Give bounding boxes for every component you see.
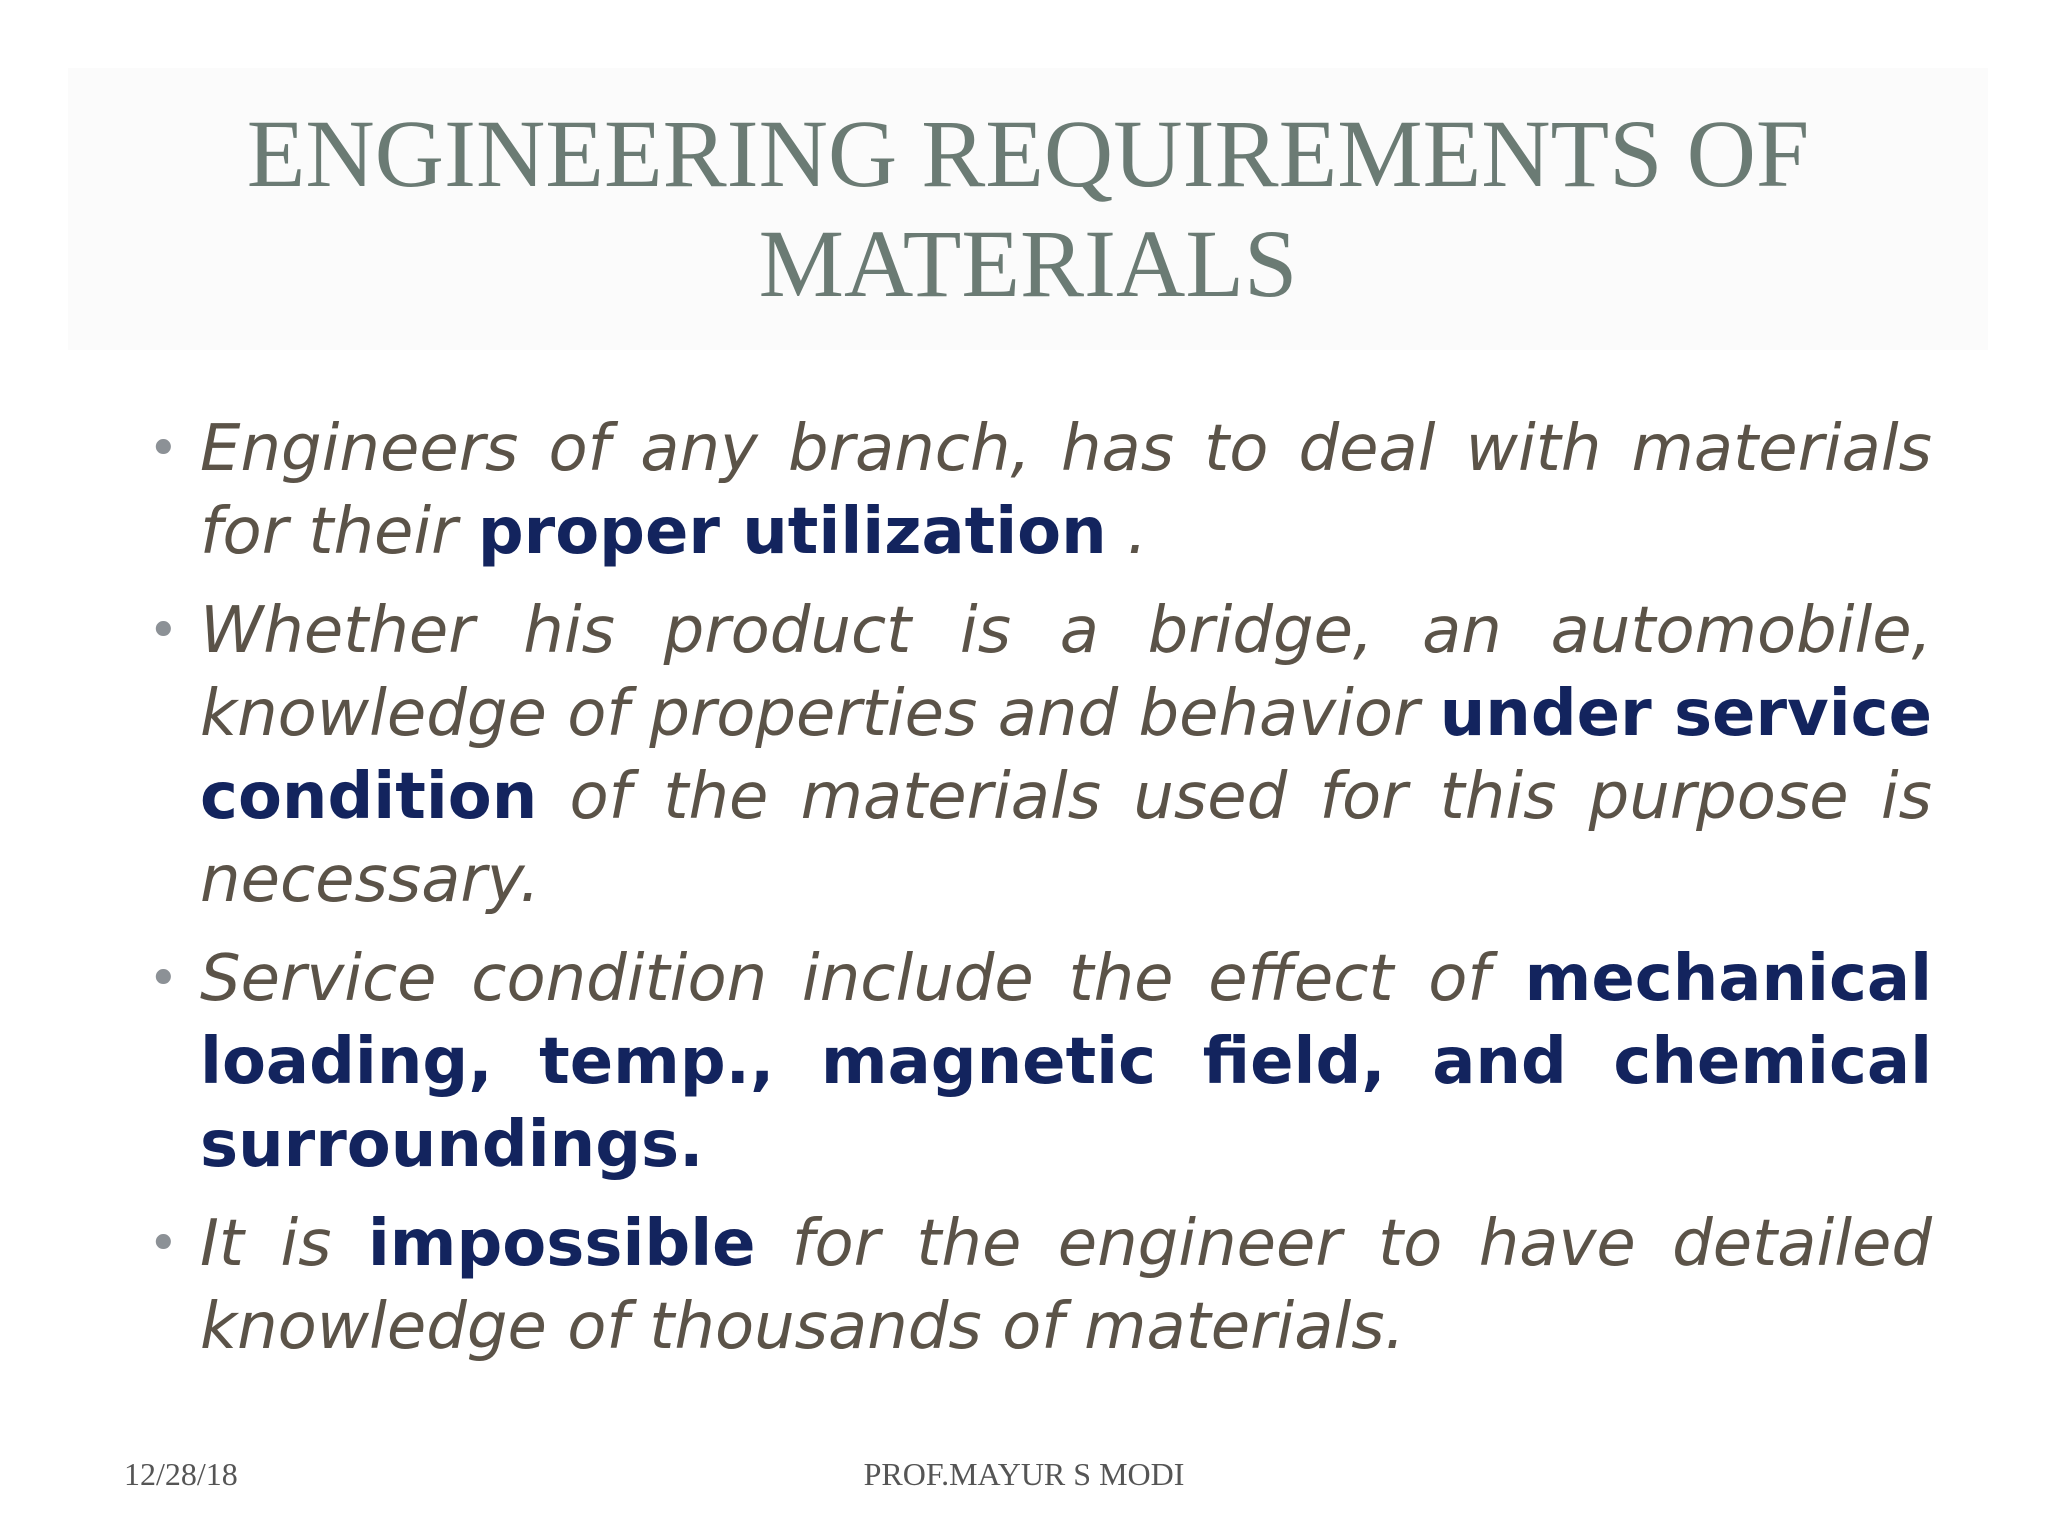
bullet-item-1: [200, 408, 1932, 574]
slide-title-line-2: MATERIALS: [758, 210, 1298, 317]
bullet-emphasis: under service condition: [200, 677, 1933, 834]
bullet-text: of the materials used for this purpose is necessary.: [200, 760, 1932, 917]
footer-date: 12/28/18: [124, 1456, 238, 1492]
bullet-emphasis: mechanical loading, temp., magnetic field, and chemical surroundings.: [200, 942, 1932, 1182]
bullet-item-2: [200, 590, 1932, 922]
bullet-emphasis: impossible: [367, 1207, 756, 1281]
bullet-emphasis: proper utilization: [477, 495, 1107, 569]
bullet-text: It is: [200, 1207, 368, 1281]
bullet-list: [200, 408, 1932, 1385]
slide-title-box: [68, 68, 1988, 350]
bullet-item-3: [200, 938, 1932, 1187]
footer-author: PROF.MAYUR S MODI: [863, 1456, 1185, 1492]
bullet-item-4: [200, 1203, 1932, 1369]
bullet-text: Engineers of any branch, has to deal with materials for their: [200, 412, 1932, 569]
bullet-text: Whether his product is a bridge, an automobile, knowledge of properties and behavior: [200, 594, 1932, 751]
bullet-text: for the engineer to have detailed knowledge of thousands of materials.: [200, 1207, 1932, 1364]
slide-title-line-1: ENGINEERING REQUIREMENTS OF: [246, 100, 1810, 207]
bullet-text: .: [1106, 495, 1148, 569]
bullet-text: Service condition include the effect of: [200, 942, 1525, 1016]
